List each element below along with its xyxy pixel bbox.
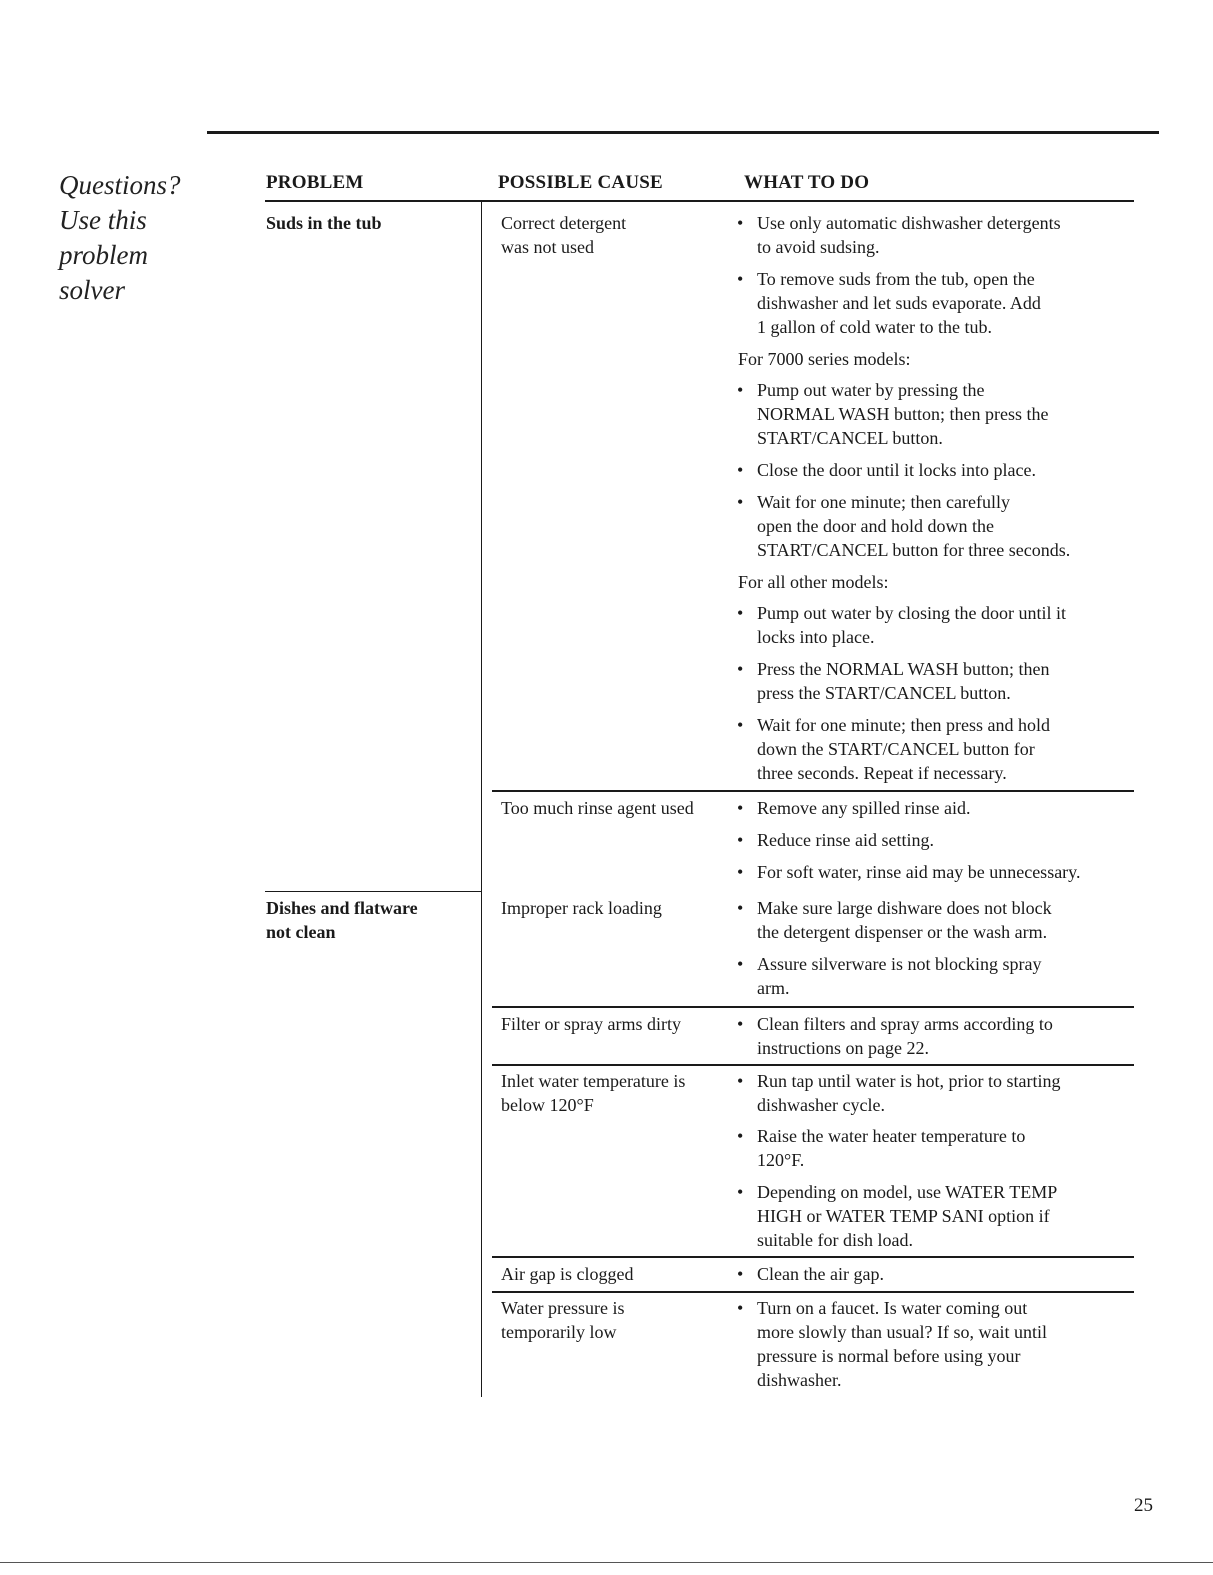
cause-rule [492,1064,1134,1066]
top-rule [207,131,1159,134]
todo-line: dishwasher cycle. [757,1095,885,1115]
todo-line: Clean filters and spray arms according to [757,1014,1053,1034]
todo-subheading: For 7000 series models: [738,349,911,369]
todo-line: Press the NORMAL WASH button; then [757,659,1050,679]
cause-detergent [501,211,733,259]
todo-line: Assure silverware is not blocking spray [757,954,1042,974]
todo-line: 120°F. [757,1150,805,1170]
cause-rule [492,1006,1134,1008]
bullet-icon: • [737,492,744,512]
bullet-icon: • [737,460,744,480]
todo-line: Remove any spilled rinse aid. [757,798,971,818]
todo-line: START/CANCEL button. [757,428,943,448]
header-possible-cause: POSSIBLE CAUSE [498,172,663,193]
todo-line: Make sure large dishware does not block [757,898,1052,918]
todo-line: Wait for one minute; then press and hold [757,715,1050,735]
cause-air-gap: Air gap is clogged [501,1264,634,1284]
cause-rule [492,790,1134,792]
todo-line: dishwasher. [757,1370,842,1390]
sidebar-line: problem [59,240,148,270]
bullet-icon: • [737,213,744,233]
cause-filter-dirty: Filter or spray arms dirty [501,1014,681,1034]
sidebar-line: Questions? [59,170,181,200]
cause-rinse-agent: Too much rinse agent used [501,798,694,818]
bottom-edge-line [0,1562,1213,1563]
cause-water-pressure [501,1296,733,1344]
bullet-icon: • [737,1014,744,1034]
todo-line: pressure is normal before using your [757,1346,1021,1366]
todo-line: START/CANCEL button for three seconds. [757,540,1071,560]
todo-line: the detergent dispenser or the wash arm. [757,922,1048,942]
bullet-icon: • [737,798,744,818]
problem-suds: Suds in the tub [266,213,382,233]
todo-line: 1 gallon of cold water to the tub. [757,317,992,337]
cause-line: temporarily low [501,1322,617,1342]
todo-line: down the START/CANCEL button for [757,739,1035,759]
todo-line: For soft water, rinse aid may be unnecessary. [757,862,1081,882]
cause-line: below 120°F [501,1095,594,1115]
todo-line: arm. [757,978,790,998]
sidebar-line: solver [59,275,125,305]
bullet-icon: • [737,715,744,735]
problem-dishes-not-clean [266,896,418,944]
column-divider [481,201,482,1397]
todo-line: locks into place. [757,627,875,647]
todo-line: more slowly than usual? If so, wait until [757,1322,1047,1342]
todo-subheading: For all other models: [738,572,889,592]
bullet-icon: • [737,862,744,882]
bullet-icon: • [737,380,744,400]
bullet-icon: • [737,898,744,918]
header-what-to-do: WHAT TO DO [744,172,870,193]
todo-line: Close the door until it locks into place. [757,460,1036,480]
bullet-icon: • [737,830,744,850]
todo-line: Pump out water by closing the door until it [757,603,1066,623]
todo-line: Pump out water by pressing the [757,380,985,400]
cause-rule [492,1256,1134,1258]
cause-line: Water pressure is [501,1298,625,1318]
cause-rule [492,1291,1134,1293]
section-sidebar-title [59,168,209,308]
todo-line: Use only automatic dishwasher detergents [757,213,1061,233]
cause-line: was not used [501,237,594,257]
todo-line: instructions on page 22. [757,1038,929,1058]
todo-line: Run tap until water is hot, prior to starting [757,1071,1061,1091]
bullet-icon: • [737,269,744,289]
problem-line: Dishes and flatware [266,898,418,918]
bullet-icon: • [737,1071,744,1091]
bullet-icon: • [737,1182,744,1202]
bullet-icon: • [737,603,744,623]
todo-line: Turn on a faucet. Is water coming out [757,1298,1028,1318]
sidebar-line: Use this [59,205,147,235]
todo-line: Reduce rinse aid setting. [757,830,934,850]
todo-line: Depending on model, use WATER TEMP [757,1182,1058,1202]
problem-line: not clean [266,922,336,942]
todo-line: suitable for dish load. [757,1230,913,1250]
bullet-icon: • [737,1298,744,1318]
problem-rule [265,891,482,892]
todo-line: NORMAL WASH button; then press the [757,404,1049,424]
todo-line: open the door and hold down the [757,516,994,536]
page-number: 25 [1134,1495,1153,1516]
bullet-icon: • [737,954,744,974]
header-problem: PROBLEM [266,172,364,193]
todo-line: To remove suds from the tub, open the [757,269,1035,289]
header-rule [265,200,1134,202]
todo-line: HIGH or WATER TEMP SANI option if [757,1206,1050,1226]
bullet-icon: • [737,659,744,679]
cause-line: Correct detergent [501,213,627,233]
bullet-icon: • [737,1126,744,1146]
cause-water-temperature [501,1069,744,1117]
bullet-icon: • [737,1264,744,1284]
todo-line: press the START/CANCEL button. [757,683,1011,703]
todo-line: Wait for one minute; then carefully [757,492,1010,512]
cause-rack-loading: Improper rack loading [501,898,662,918]
todo-line: Clean the air gap. [757,1264,884,1284]
todo-line: Raise the water heater temperature to [757,1126,1026,1146]
todo-line: dishwasher and let suds evaporate. Add [757,293,1041,313]
todo-line: to avoid sudsing. [757,237,880,257]
todo-line: three seconds. Repeat if necessary. [757,763,1007,783]
cause-line: Inlet water temperature is [501,1071,686,1091]
